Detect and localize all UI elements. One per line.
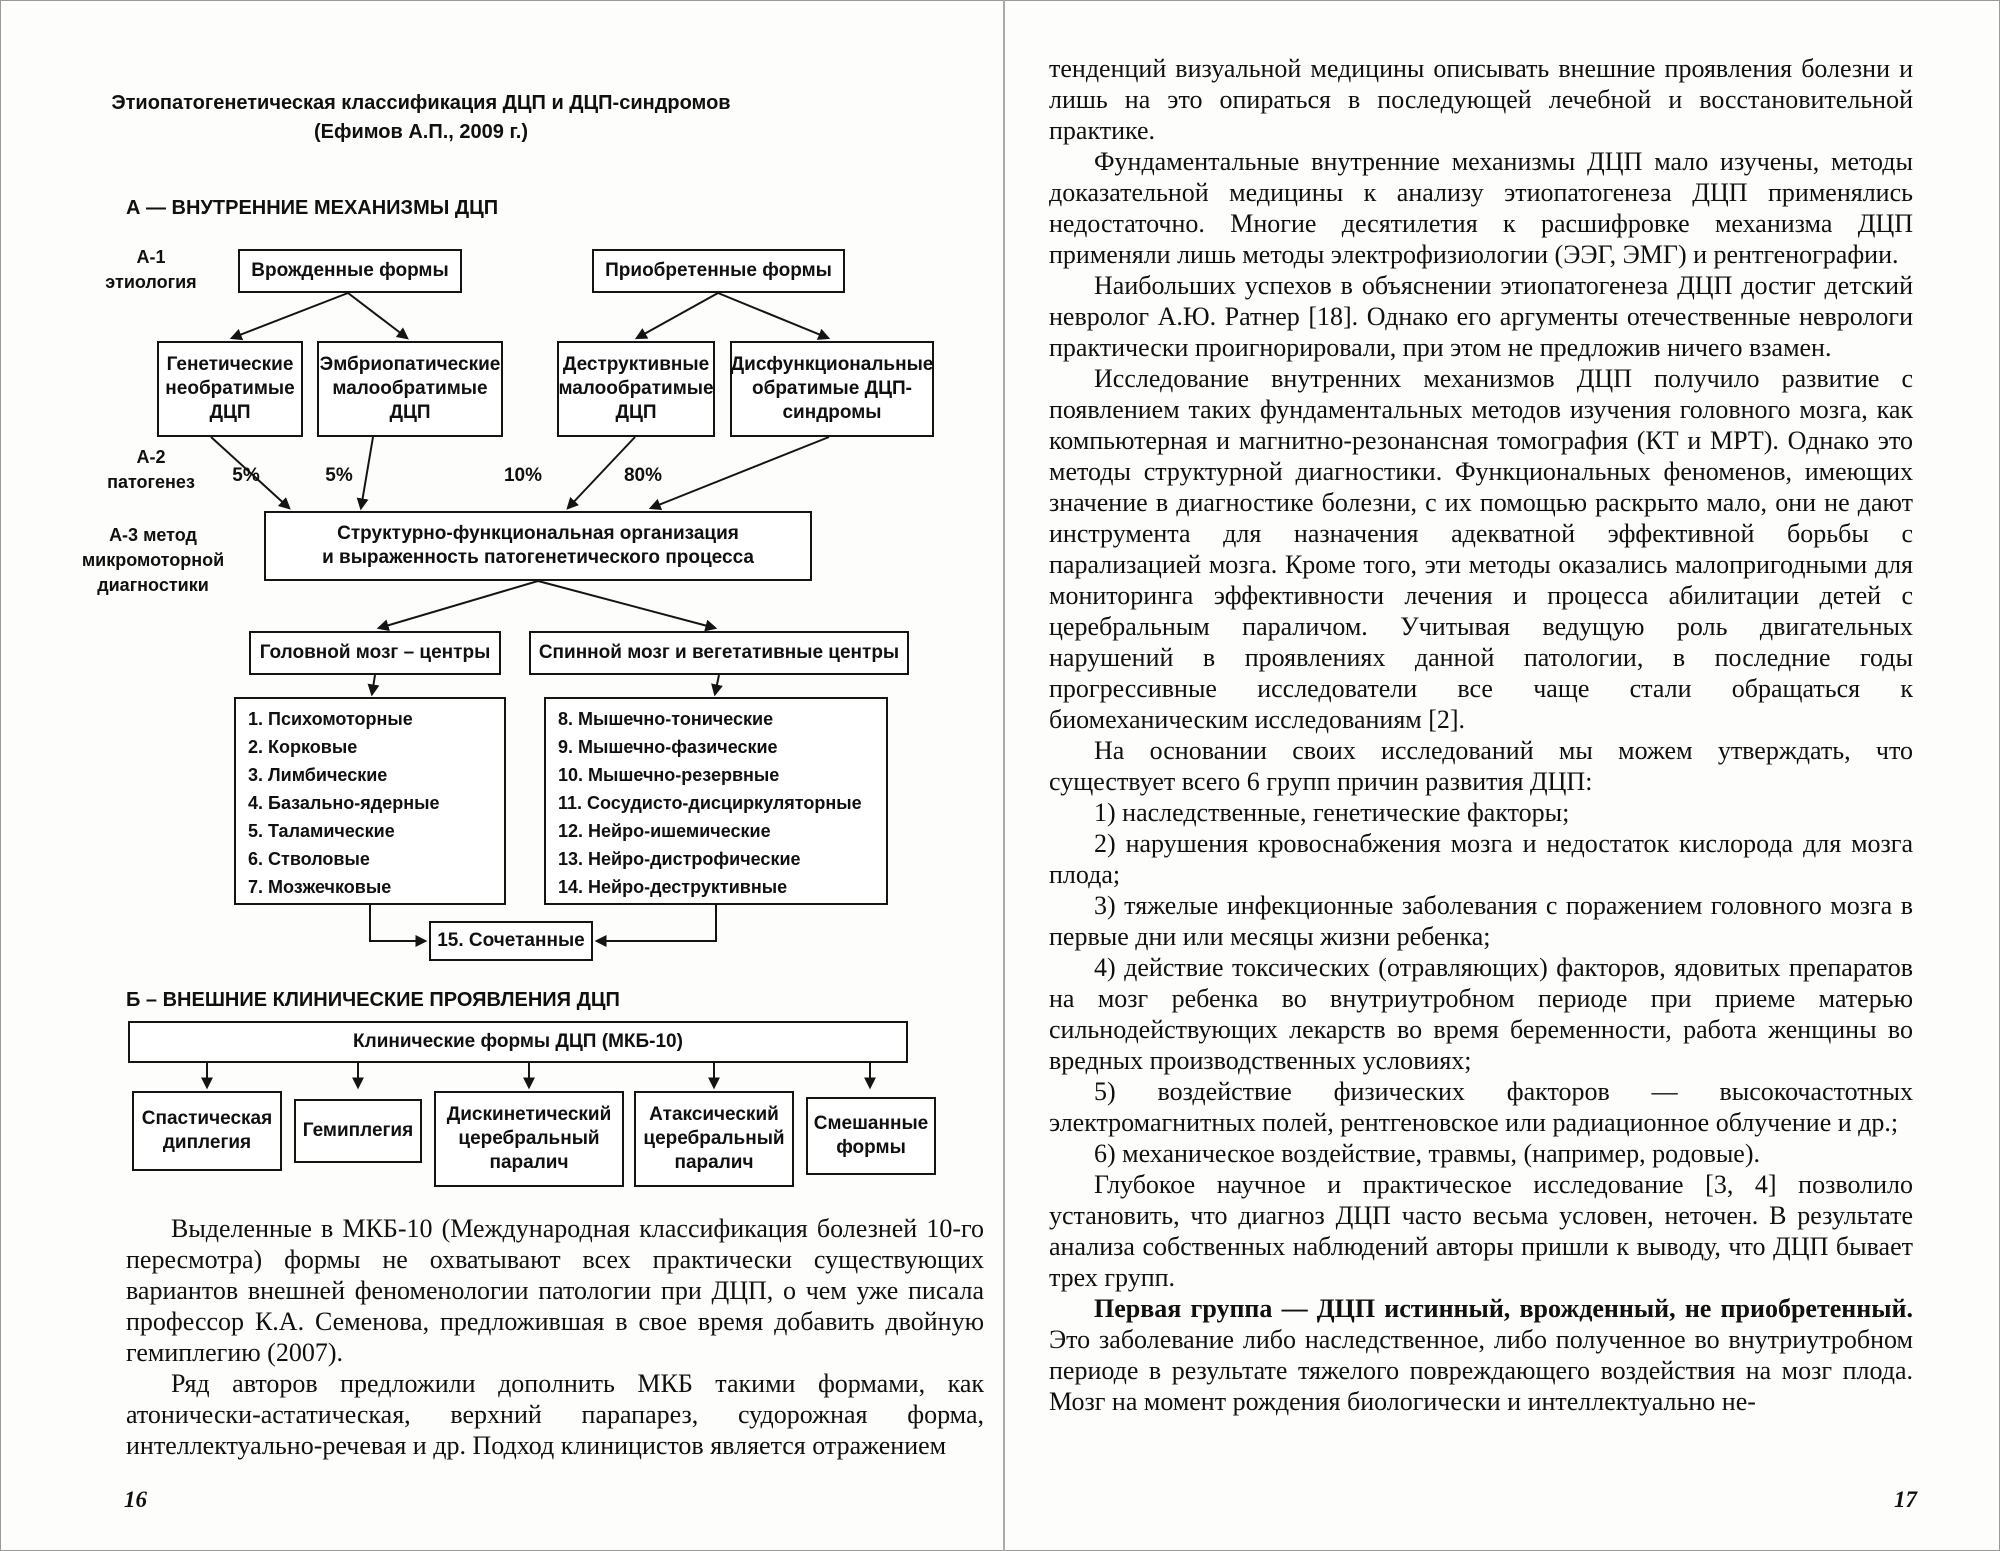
- body-paragraph-first-group: [1049, 1293, 1913, 1417]
- body-paragraph: На основании своих исследований мы можем утверждать, что существует всего 6 групп причин развития ДЦП:: [1049, 736, 1913, 796]
- body-paragraph: Фундаментальные внутренние механизмы ДЦП мало изучены, методы доказательной медицины к анализу этиопатогенеза ДЦП применялись недостаточно. Многие десятилетия к расшифровке механизма ДЦП применяли лишь методы электрофизиологии (ЭЭГ, ЭМГ) и рентгенографии.: [1049, 147, 1913, 269]
- body-paragraph: Ряд авторов предложили дополнить МКБ такими формами, как атонически-астатическая, верхний парапарез, судорожная форма, интеллектуально-речевая и др. Подход клиницистов является отражением: [126, 1369, 984, 1460]
- flow-box-embryopathic: Эмбриопатические малообратимые ДЦП: [317, 341, 503, 437]
- stage-label-a3: [71, 523, 235, 598]
- list-item: 4. Базально-ядерные: [248, 793, 440, 813]
- flow-arrow: [370, 905, 425, 941]
- list-item: 8. Мышечно-тонические: [558, 709, 774, 729]
- flow-box-combined: 15. Сочетанные: [429, 921, 593, 961]
- stage-label-a3-text2: диагностики: [97, 575, 209, 595]
- percent-label-genetic: 5%: [232, 465, 260, 486]
- list-item: 6. Стволовые: [248, 849, 370, 869]
- flow-box-clinical-forms: Клинические формы ДЦП (МКБ-10): [128, 1021, 908, 1063]
- body-paragraph: Исследование внутренних механизмов ДЦП получило развитие с появлением таких фундаментальных методов изучения головного мозга, как компьютерная и магнитно-резонансная томография (КТ и МРТ). Однако это методы структурной диагностики. Функциональных феноменов, имеющих значение в диагностике болезни, с их помощью раскрыто мало, они не дают инструмента для назначения адекватной эффективной борьбы с парализацией мозга. Кроме того, эти методы оказались малопригодными для мониторинга эффективности лечения и процесса абилитации детей с церебральным параличом. Учитывая ведущую роль двигательных нарушений в проявлениях данной патологии, в последние годы прогрессивные исследователи все чаще стали обращаться к биомеханическим исследованиям [2].: [1049, 364, 1913, 734]
- section-a-heading: А — ВНУТРЕННИЕ МЕХАНИЗМЫ ДЦП: [126, 197, 499, 219]
- flow-box-acquired-forms: Приобретенные формы: [592, 249, 845, 293]
- list-box-spinal-centers: [544, 697, 888, 905]
- body-paragraph-list-item: 6) механическое воздействие, травмы, (например, родовые).: [1094, 1139, 1761, 1168]
- flow-arrow: [538, 581, 715, 628]
- body-paragraph-list-item: 3) тяжелые инфекционные заболевания с поражением головного мозга в первые дни или месяцы жизни ребенка;: [1049, 891, 1913, 951]
- flow-box-brain-centers: Головной мозг – центры: [249, 631, 501, 675]
- flow-box-spinal-centers: Спинной мозг и вегетативные центры: [529, 631, 909, 675]
- list-item: 14. Нейро-деструктивные: [558, 877, 788, 897]
- flow-arrow: [651, 437, 829, 508]
- diagram-title-line2: (Ефимов А.П., 2009 г.): [313, 121, 529, 143]
- body-paragraph: Глубокое научное и практическое исследование [3, 4] позволило установить, что диагноз ДЦП часто весьма условен, неточен. В результате анализа собственных наблюдений авторы пришли к выводу, что ДЦП бывает трех групп.: [1049, 1170, 1913, 1292]
- stage-label-a1: [93, 245, 209, 295]
- first-group-rest: Это заболевание либо наследственное, либо полученное во внутриутробном периоде в результате тяжелого повреждающего воздействия на мозг плода. Мозг на момент рождения биологически и интеллектуально не-: [1049, 1325, 1913, 1416]
- flow-box-dysfunctional: Дисфункциональные обратимые ДЦП-синдромы: [730, 341, 934, 437]
- flow-box-structural-organization: [264, 511, 812, 581]
- list-box-brain-centers: [234, 697, 506, 905]
- stage-label-a1-code: А-1: [136, 247, 166, 267]
- diagram-title-line1: Этиопатогенетическая классификация ДЦП и ДЦП-синдромов: [111, 92, 731, 114]
- list-item: 2. Корковые: [248, 737, 358, 757]
- body-paragraph-list-item: 2) нарушения кровоснабжения мозга и недостаток кислорода для мозга плода;: [1049, 829, 1913, 889]
- body-paragraph: Наибольших успехов в объяснении этиопатогенеза ДЦП достиг детский невролог А.Ю. Ратнер [18]. Однако его аргументы отечественные неврологи практически проигнорировали, при этом не предложив ничего взамен.: [1049, 271, 1913, 362]
- body-paragraph-list-item: 1) наследственные, генетические факторы;: [1094, 798, 1570, 827]
- diagram-title: [91, 89, 751, 147]
- list-item: 3. Лимбические: [248, 765, 388, 785]
- body-paragraph-list-item: 5) воздействие физических факторов — высокочастотных электромагнитных полей, рентгеновское или радиационное облучение и др.;: [1049, 1077, 1913, 1137]
- flow-arrow: [348, 293, 407, 338]
- section-b-heading: Б – ВНЕШНИЕ КЛИНИЧЕСКИЕ ПРОЯВЛЕНИЯ ДЦП: [126, 989, 620, 1011]
- right-page-body-text: [1049, 53, 1913, 1417]
- first-group-lead: Первая группа — ДЦП истинный, врожденный, не приобретенный.: [1094, 1294, 1913, 1323]
- list-item: 12. Нейро-ишемические: [558, 821, 771, 841]
- list-item: 5. Таламические: [248, 821, 395, 841]
- stage-label-a2-text: патогенез: [107, 472, 195, 492]
- percent-label-dysfunctional: 80%: [623, 465, 663, 486]
- flow-box-dyskinetic-palsy: Дискинетический церебральный паралич: [434, 1091, 624, 1187]
- body-paragraph: тенденций визуальной медицины описывать внешние проявления болезни и лишь на это опираться в последующей лечебной и восстановительной практике.: [1049, 54, 1913, 145]
- percent-label-embryopathic: 5%: [325, 465, 353, 486]
- flow-arrow: [597, 905, 716, 941]
- stage-label-a2-code: А-2: [136, 447, 166, 467]
- flow-box-ataxic-palsy: Атаксический церебральный паралич: [634, 1091, 794, 1187]
- flow-arrow: [379, 581, 538, 628]
- stage-label-a3-code: А-3 метод: [109, 525, 197, 545]
- list-item: 7. Мозжечковые: [248, 877, 392, 897]
- flow-arrow: [637, 293, 718, 338]
- right-page: [1006, 1, 2000, 1550]
- list-item: 13. Нейро-дистрофические: [558, 849, 801, 869]
- flow-box-mixed-forms: Смешанные формы: [806, 1097, 936, 1175]
- list-item: 1. Психомоторные: [248, 709, 413, 729]
- stage-label-a1-text: этиология: [105, 272, 197, 292]
- page-number-left: 16: [124, 1487, 147, 1512]
- page-gutter-divider: [1003, 0, 1005, 1551]
- structural-organization-line2: и выраженность патогенетического процесса: [322, 547, 754, 568]
- flow-arrow: [361, 437, 373, 508]
- body-paragraph-list-item: 4) действие токсических (отравляющих) факторов, ядовитых препаратов на мозг ребенка во внутриутробном периоде при приеме матерью сильнодействующих лекарств во время беременности, работа женщины во вредных производственных условиях;: [1049, 953, 1913, 1075]
- left-page: [1, 1, 1004, 1550]
- flow-arrow: [372, 675, 375, 694]
- stage-label-a3-text1: микромоторной: [81, 550, 225, 570]
- flow-arrow: [232, 293, 348, 338]
- body-paragraph: Выделенные в МКБ-10 (Международная классификация болезней 10-го пересмотра) формы не охватывают всех практически существующих вариантов внешней феноменологии патологии при ДЦП, о чем уже писала профессор К.А. Семенова, предложившая в свое время добавить двойную гемиплегию (2007).: [126, 1214, 984, 1367]
- flow-box-hemiplegia: Гемиплегия: [294, 1099, 422, 1163]
- flow-arrow: [718, 293, 828, 338]
- left-page-body-text: [126, 1213, 984, 1461]
- list-item: 11. Сосудисто-дисциркуляторные: [558, 793, 862, 813]
- structural-organization-line1: Структурно-функциональная организация: [337, 523, 739, 545]
- flow-box-destructive: Деструктивные малообратимые ДЦП: [557, 341, 715, 437]
- flow-box-spastic-diplegia: Спастическая диплегия: [132, 1091, 282, 1171]
- stage-label-a2: [93, 445, 209, 495]
- page-number-right: 17: [1894, 1487, 1917, 1512]
- percent-label-destructive: 10%: [503, 465, 543, 486]
- flow-box-genetic: Генетические необратимые ДЦП: [157, 341, 303, 437]
- flow-arrow: [715, 675, 719, 694]
- flow-box-congenital-forms: Врожденные формы: [238, 249, 462, 293]
- list-item: 9. Мышечно-фазические: [558, 737, 778, 757]
- list-item: 10. Мышечно-резервные: [558, 765, 780, 785]
